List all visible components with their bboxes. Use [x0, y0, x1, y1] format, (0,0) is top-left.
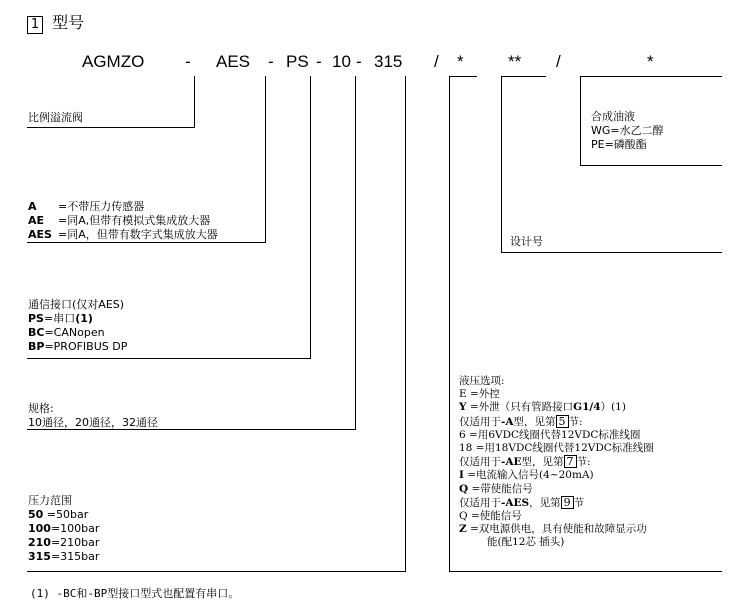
sensor-option-ae: AE =同A,但带有模拟式集成放大器	[28, 214, 211, 227]
section-header	[27, 10, 84, 34]
pressure-100: 100=100bar	[28, 522, 100, 535]
sensor-option-aes: AES =同A，但带有数字式集成放大器	[28, 228, 218, 241]
pressure-50: 50 =50bar	[28, 508, 89, 521]
code-aes: AES	[216, 52, 251, 71]
size-desc: 10通径，20通径，32通径	[28, 416, 158, 429]
fluid-block	[591, 110, 664, 152]
size-block	[28, 402, 158, 430]
fluid-title: 合成油液	[591, 110, 635, 123]
code-dash-3: -	[316, 52, 322, 71]
opt-q: Q =带使能信号	[459, 482, 533, 495]
pressure-315: 315=315bar	[28, 550, 100, 563]
size-title: 规格:	[28, 402, 54, 415]
code-agmzo: AGMZO	[82, 52, 145, 71]
opt-aes-only: 仅适用于-AES，见第 9 节	[459, 495, 585, 509]
valve-type-label: 比例溢流阀	[28, 111, 83, 124]
fluid-wg: WG=水乙二醇	[591, 124, 664, 137]
comm-option-bp: BP=PROFIBUS DP	[28, 340, 128, 353]
code-star-1: *	[457, 52, 464, 71]
opt-ae-only: 仅适用于-AE型，见第 7 节:	[459, 455, 591, 469]
code-dash-4: -	[356, 52, 362, 71]
code-ps: PS	[286, 52, 309, 71]
code-size: 10	[332, 52, 351, 71]
code-slash-1: /	[434, 52, 439, 71]
opt-e: E =外控	[459, 388, 500, 401]
comm-interface-block	[28, 298, 127, 354]
comm-option-bc: BC=CANopen	[28, 326, 105, 339]
fluid-pe: PE=磷酸酯	[591, 138, 647, 151]
section-number: 1	[27, 16, 43, 34]
opt-z: Z =双电源供电，具有使能和故障显示功	[459, 523, 647, 536]
opt-title: 液压选项:	[459, 375, 505, 387]
comm-option-ps: PS=串口(1)	[28, 312, 93, 325]
opt-y: Y =外泄（只有管路接口G1/4）(1)	[459, 401, 626, 414]
code-dash-2: -	[268, 52, 274, 71]
code-star-2: **	[508, 52, 522, 71]
sensor-option-a: A =不带压力传感器	[28, 200, 145, 213]
sensor-options	[28, 200, 218, 242]
opt-a-only: 仅适用于-A型，见第 5 节:	[459, 414, 583, 428]
opt-q2: Q =使能信号	[459, 510, 522, 523]
code-dash-1: -	[185, 52, 191, 71]
code-slash-2: /	[556, 52, 561, 71]
opt-18: 18 =用18VDC线圈代替12VDC标准线圈	[459, 442, 654, 455]
opt-z-cont: 能(配12芯 插头)	[487, 536, 565, 549]
pressure-210: 210=210bar	[28, 536, 100, 549]
footnote: (1) -BC和-BP型接口型式也配置有串口。	[30, 587, 240, 600]
design-number-label: 设计号	[510, 235, 543, 248]
pressure-block	[28, 494, 99, 564]
comm-title: 通信接口(仅对AES)	[28, 298, 125, 311]
code-pressure: 315	[374, 52, 403, 71]
code-star-3: *	[647, 52, 654, 71]
section-title: 型号	[52, 13, 85, 32]
hydraulic-options	[459, 375, 654, 550]
pressure-title: 压力范围	[28, 494, 72, 507]
opt-i: I =电流输入信号(4~20mA)	[459, 469, 594, 482]
opt-6: 6 =用6VDC线圈代替12VDC标准线圈	[459, 428, 641, 441]
